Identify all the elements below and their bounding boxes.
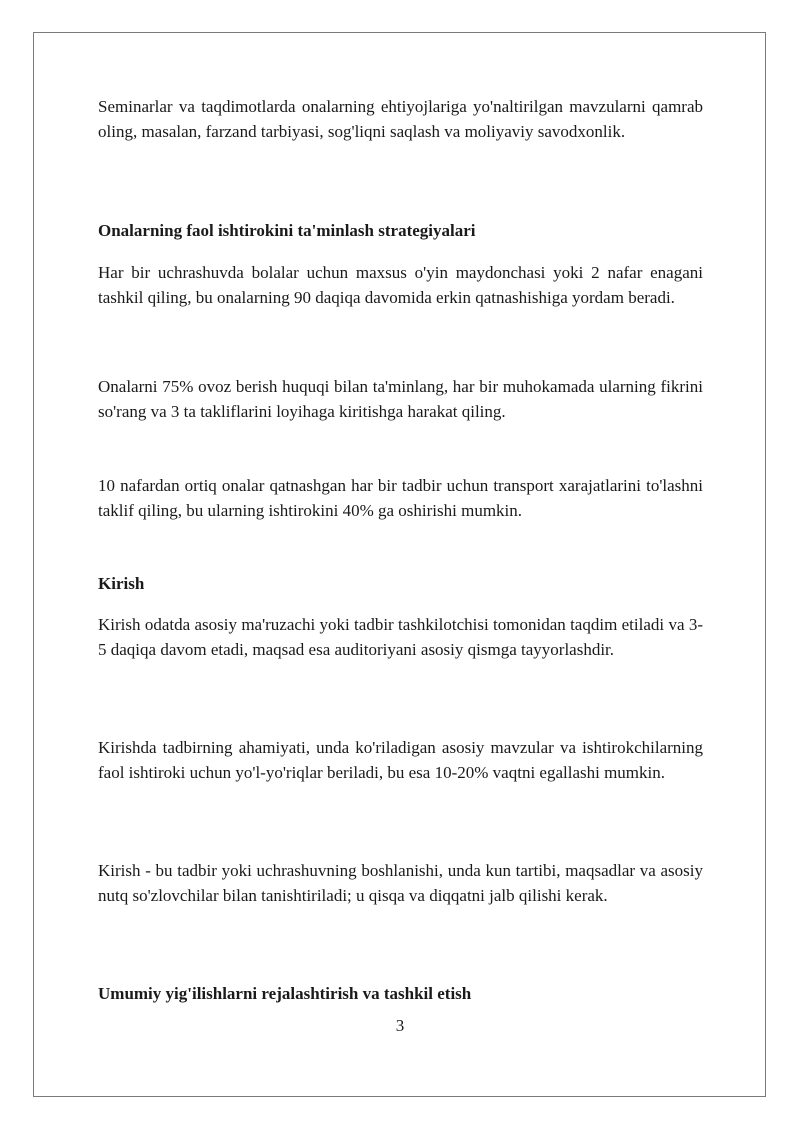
paragraph: Har bir uchrashuvda bolalar uchun maxsus o'yin maydonchasi yoki 2 nafar enagani tashkil qiling, bu onalarning 90 daqiqa davomida erkin qatnashishiga yordam beradi. (98, 263, 703, 307)
section-heading: Umumiy yig'ilishlarni rejalashtirish va tashkil etish (98, 984, 472, 1003)
section-heading: Kirish (98, 574, 145, 593)
paragraph: Seminarlar va taqdimotlarda onalarning ehtiyojlariga yo'naltirilgan mavzularni qamrab oling, masalan, farzand tarbiyasi, sog'liqni saqlash va moliyaviy savodxonlik. (98, 97, 703, 141)
paragraph: Onalarni 75% ovoz berish huquqi bilan ta'minlang, har bir muhokamada ularning fikrini so'rang va 3 ta takliflarini loyihaga kiritishga harakat qiling. (98, 377, 703, 421)
paragraph: Kirish odatda asosiy ma'ruzachi yoki tadbir tashkilotchisi tomonidan taqdim etiladi va 3-5 daqiqa davom etadi, maqsad esa auditoriyani asosiy qismga tayyorlashdir. (98, 615, 703, 659)
paragraph: Kirishda tadbirning ahamiyati, unda ko'riladigan asosiy mavzular va ishtirokchilarning faol ishtiroki uchun yo'l-yo'riqlar beriladi, bu esa 10-20% vaqtni egallashi mumkin. (98, 738, 703, 782)
paragraph: Kirish - bu tadbir yoki uchrashuvning boshlanishi, unda kun tartibi, maqsadlar va asosiy nutq so'zlovchilar bilan tanishtiriladi; u qisqa va diqqatni jalb qilishi kerak. (98, 861, 703, 905)
section-heading: Onalarning faol ishtirokini ta'minlash strategiyalari (98, 221, 476, 240)
page-number: 3 (395, 1016, 405, 1035)
paragraph: 10 nafardan ortiq onalar qatnashgan har bir tadbir uchun transport xarajatlarini to'lashni taklif qiling, bu ularning ishtirokini 40% ga oshirishi mumkin. (98, 476, 703, 520)
